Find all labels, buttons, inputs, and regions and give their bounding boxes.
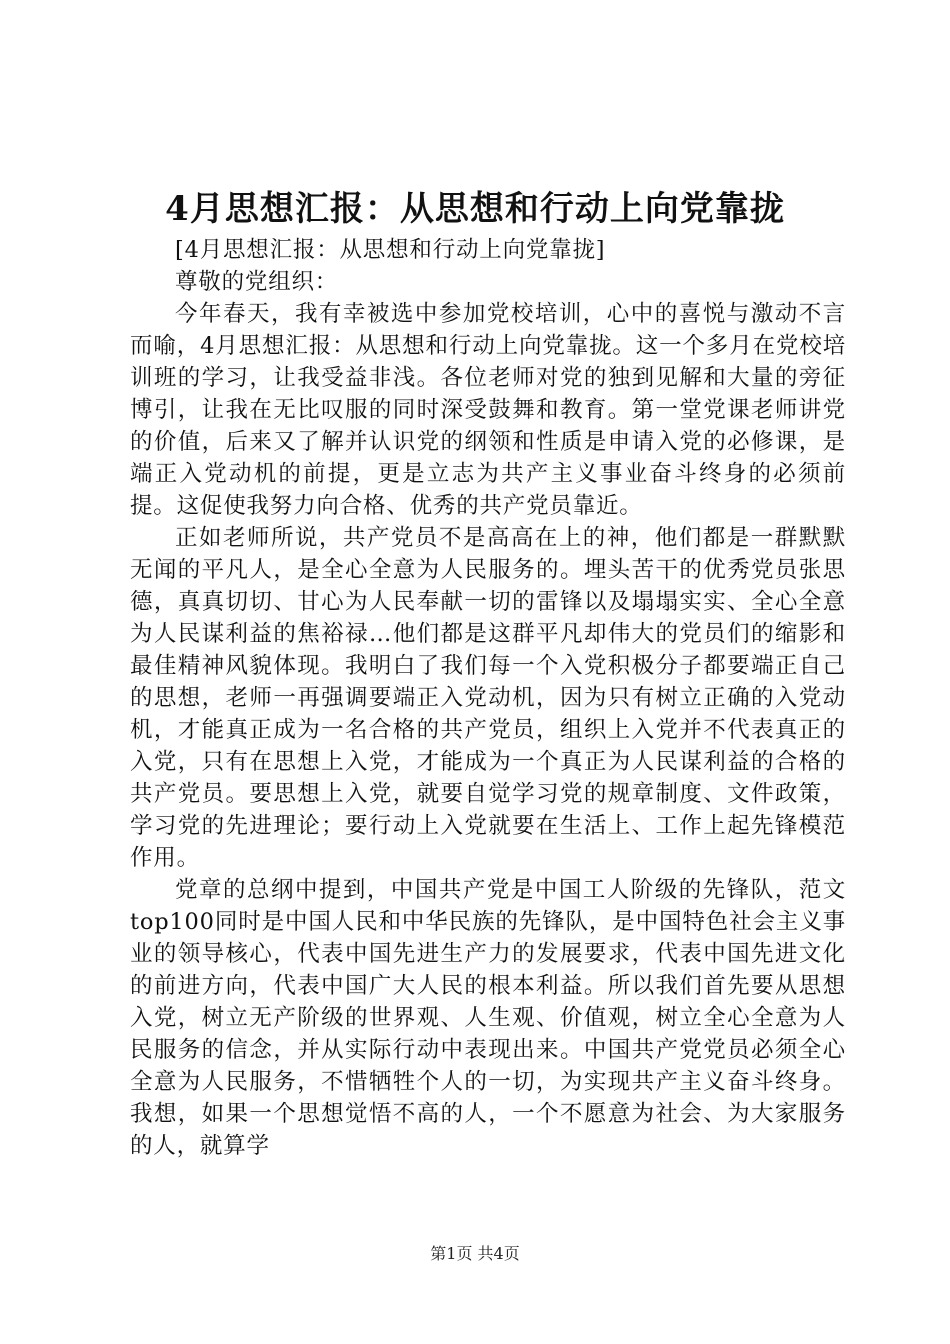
page-footer: 第1页 共4页 xyxy=(430,1244,520,1263)
subtitle: [4月思想汇报：从思想和行动上向党靠拢] xyxy=(175,237,606,263)
paragraph-2: 正如老师所说，共产党员不是高高在上的神，他们都是一群默默无闻的平凡人，是全心全意为人民服务的。埋头苦干的优秀党员张思德，真真切切、甘心为人民奉献一切的雷锋以及塌塌实实、全心全意为人民谋利益的焦裕禄…他们都是这群平凡却伟大的党员们的缩影和最佳精神风貌体现。我明白了我们每一个入党积极分子都要端正自己的思想，老师一再强调要端正入党动机，因为只有树立正确的入党动机，才能真正成为一名合格的共产党员，组织上入党并不代表真正的入党，只有在思想上入党，才能成为一个真正为人民谋利益的合格的共产党员。要思想上入党，就要自觉学习党的规章制度、文件政策，学习党的先进理论；要行动上入党就要在生活上、工作上起先锋模范作用。 xyxy=(130,525,846,871)
salutation: 尊敬的党组织： xyxy=(175,269,339,295)
paragraph-3: 党章的总纲中提到，中国共产党是中国工人阶级的先锋队，范文top100同时是中国人民和中华民族的先锋队，是中国特色社会主义事业的领导核心，代表中国先进生产力的发展要求，代表中国先进文化的前进方向，代表中国广大人民的根本利益。所以我们首先要从思想入党，树立无产阶级的世界观、人生观、价值观，树立全心全意为人民服务的信念，并从实际行动中表现出来。中国共产党党员必须全心全意为人民服务，不惜牺牲个人的一切，为实现共产主义奋斗终身。我想，如果一个思想觉悟不高的人，一个不愿意为社会、为大家服务的人，就算学 xyxy=(130,877,846,1159)
page-title: 4月思想汇报：从思想和行动上向党靠拢 xyxy=(165,189,785,229)
paragraph-1: 今年春天，我有幸被选中参加党校培训，心中的喜悦与激动不言而喻，4月思想汇报：从思想和行动上向党靠拢。这一个多月在党校培训班的学习，让我受益非浅。各位老师对党的独到见解和大量的旁征博引，让我在无比叹服的同时深受鼓舞和教育。第一堂党课老师讲党的价值，后来又了解并认识党的纲领和性质是申请入党的必修课，是端正入党动机的前提，更是立志为共产主义事业奋斗终身的必须前提。这促使我努力向合格、优秀的共产党员靠近。 xyxy=(130,301,846,519)
document-body xyxy=(130,234,846,1162)
